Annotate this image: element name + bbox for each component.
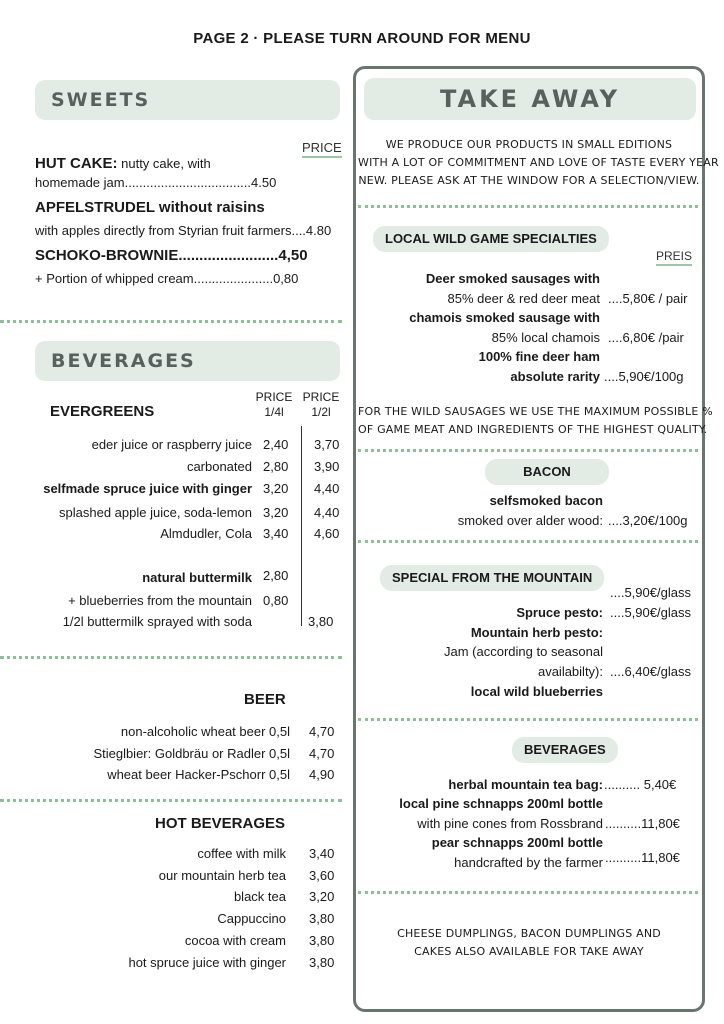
drink-name: 1/2l buttermilk sprayed with soda (62, 614, 252, 629)
divider (0, 656, 342, 659)
drink-name: splashed apple juice, soda-lemon (59, 505, 252, 520)
item-name: pear schnapps 200ml bottle (431, 835, 603, 850)
column-divider (301, 426, 302, 626)
drink-price: 3,20 (263, 481, 289, 496)
divider (358, 718, 698, 721)
mountain-heading: SPECIAL FROM THE MOUNTAIN (380, 565, 604, 591)
item-line (426, 271, 600, 287)
item-name: APFELSTRUDEL without raisins (35, 199, 265, 216)
footer-line: CHEESE DUMPLINGS, BACON DUMPLINGS AND (397, 927, 661, 940)
item-name: SCHOKO-BROWNIE........................4,50 (35, 247, 308, 264)
item-desc: 85% local chamois (491, 330, 600, 345)
drink-price: 3,20 (263, 505, 289, 520)
takeaway-beverages-heading: BEVERAGES (512, 737, 618, 763)
drink-price: 4,40 (314, 481, 340, 496)
drink-name: Cappuccino (217, 911, 286, 926)
drink-price: 3,80 (309, 911, 335, 926)
drink-price: 0,80 (263, 593, 289, 608)
sweets-heading: SWEETS (35, 80, 340, 120)
drink-name: coffee with milk (197, 846, 286, 861)
item-desc: availabilty): (537, 664, 603, 679)
drink-price: 3,40 (263, 526, 289, 541)
note-line: FOR THE WILD SAUSAGES WE USE THE MAXIMUM POSSIBLE % (358, 405, 713, 418)
intro-line: NEW. PLEASE ASK AT THE WINDOW FOR A SELECTION/VIEW. (358, 174, 700, 187)
divider (358, 891, 698, 894)
drink-price: 2,80 (263, 459, 289, 474)
item-desc: Jam (according to seasonal (444, 644, 603, 659)
item-price: ....6,40€/glass (610, 664, 691, 679)
item-name: absolute rarity (510, 369, 600, 384)
item-price: ..........11,80€ (605, 850, 680, 865)
wild-game-heading: LOCAL WILD GAME SPECIALTIES (373, 226, 609, 252)
drink-price: 4,60 (314, 526, 340, 541)
item-desc: with pine cones from Rossbrand (417, 816, 603, 831)
drink-price: 3,80 (308, 614, 334, 629)
footer-line: CAKES ALSO AVAILABLE FOR TAKE AWAY (414, 945, 644, 958)
item-price: ....5,90€/100g (604, 369, 684, 384)
drink-name: + blueberries from the mountain (68, 593, 252, 608)
item-price: ....5,90€/glass (610, 585, 691, 600)
drink-price: 3,90 (314, 459, 340, 474)
drink-price: 3,80 (309, 955, 335, 970)
item-name: local pine schnapps 200ml bottle (399, 796, 603, 811)
evergreens-title: EVERGREENS (50, 403, 155, 420)
item-name: selfsmoked bacon (489, 493, 603, 508)
drink-name: Almdudler, Cola (160, 526, 252, 541)
drink-price: 3,70 (314, 437, 340, 452)
drink-name: Stieglbier: Goldbräu or Radler 0,5l (93, 746, 290, 761)
sweets-price-header: PRICE (302, 140, 342, 158)
drink-price: 3,80 (309, 933, 335, 948)
price-quarter-header: PRICE 1/4l (255, 390, 293, 419)
divider (0, 320, 342, 323)
item-name: Deer smoked sausages with (425, 271, 600, 286)
item-price: ....5,90€/glass (610, 605, 691, 620)
hot-beverages-heading: HOT BEVERAGES (155, 815, 286, 832)
item-name: Mountain herb pesto: (470, 625, 603, 640)
drink-name: hot spruce juice with ginger (128, 955, 286, 970)
item-desc: nutty cake, with (121, 156, 211, 171)
drink-price: 3,60 (309, 868, 335, 883)
item-line: + Portion of whipped cream......................0,80 (35, 271, 299, 286)
drink-name: carbonated (186, 459, 252, 474)
drink-price: 4,90 (309, 767, 335, 782)
drink-name: cocoa with cream (184, 933, 286, 948)
item-price: ....3,20€/100g (608, 513, 688, 528)
divider (358, 449, 698, 452)
item-name: chamois smoked sausage with (409, 310, 600, 325)
drink-name: our mountain herb tea (158, 868, 286, 883)
divider (0, 799, 342, 802)
item-price: ....6,80€ /pair (608, 330, 684, 345)
drink-price: 3,40 (309, 846, 335, 861)
item-line: homemade jam...................................4.50 (35, 175, 277, 190)
item-line: with apples directly from Styrian fruit farmers....4.80 (35, 223, 332, 238)
item-price: ..........11,80€ (605, 816, 680, 831)
divider (358, 205, 698, 208)
beer-heading: BEER (244, 691, 286, 708)
item-name: HUT CAKE: (35, 155, 118, 172)
divider (358, 540, 698, 543)
beverages-heading: BEVERAGES (35, 341, 340, 381)
intro-line: WITH A LOT OF COMMITMENT AND LOVE OF TASTE EVERY YEAR (358, 156, 719, 169)
drink-name: natural buttermilk (142, 570, 252, 585)
price-half-header: PRICE 1/2l (302, 390, 340, 419)
drink-name: non-alcoholic wheat beer 0,5l (120, 724, 290, 739)
drink-name: eder juice or raspberry juice (91, 437, 252, 452)
takeaway-heading: TAKE AWAY (364, 78, 696, 120)
bacon-heading: BACON (485, 459, 609, 485)
drink-price: 3,20 (309, 889, 335, 904)
menu-item (35, 156, 211, 172)
note-line: OF GAME MEAT AND INGREDIENTS OF THE HIGHEST QUALITY. (358, 423, 708, 436)
page-header: PAGE 2 · PLEASE TURN AROUND FOR MENU (193, 30, 531, 47)
item-price: ....5,80€ / pair (608, 291, 688, 306)
item-desc: 85% deer & red deer meat (447, 291, 600, 306)
item-desc: smoked over alder wood: (457, 513, 603, 528)
wild-game-price-header: PREIS (656, 248, 692, 266)
drink-price: 2,40 (263, 437, 289, 452)
intro-line: WE PRODUCE OUR PRODUCTS IN SMALL EDITIONS (385, 138, 673, 151)
drink-price: 2,80 (263, 568, 289, 583)
drink-price: 4,70 (309, 724, 335, 739)
item-name: Spruce pesto: (516, 605, 603, 620)
item-name: 100% fine deer ham (478, 349, 600, 364)
item-desc: handcrafted by the farmer (454, 855, 603, 870)
item-name: local wild blueberries (470, 684, 603, 699)
item-price: .......... 5,40€ (604, 777, 677, 792)
item-name: herbal mountain tea bag: (448, 777, 603, 792)
drink-name: black tea (233, 889, 286, 904)
drink-name: wheat beer Hacker-Pschorr 0,5l (107, 767, 290, 782)
drink-price: 4,70 (309, 746, 335, 761)
drink-name: selfmade spruce juice with ginger (43, 481, 252, 496)
drink-price: 4,40 (314, 505, 340, 520)
